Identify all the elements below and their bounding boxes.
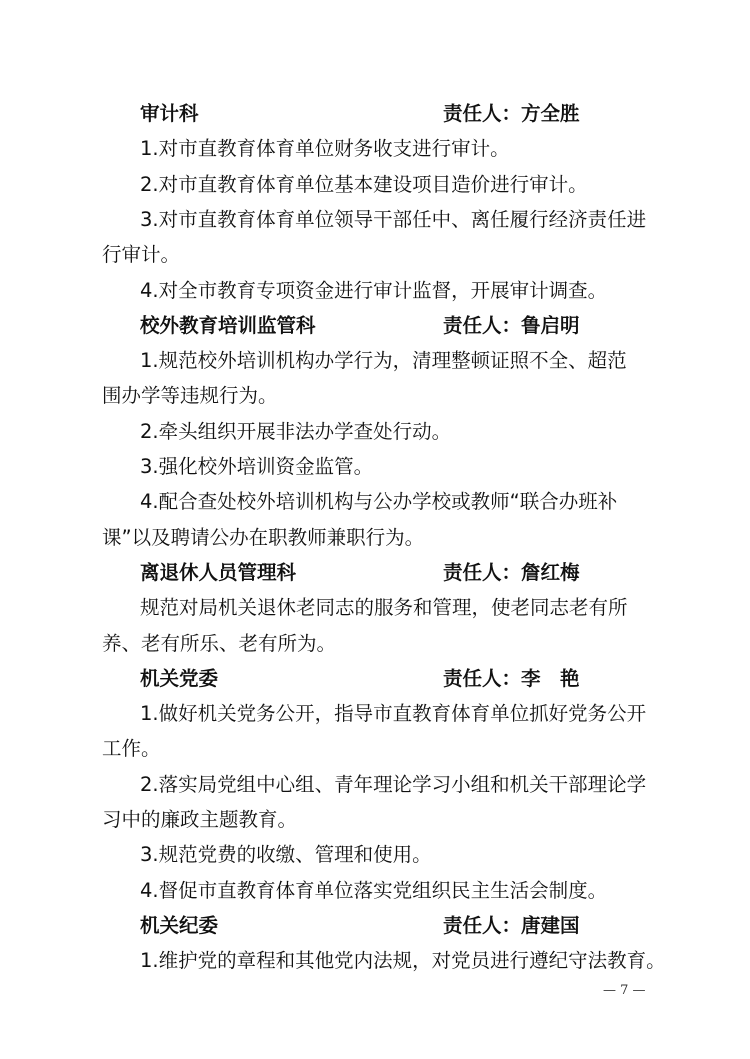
responsible-person: 责任人：詹红梅 [443, 560, 580, 584]
duty-text-line: 习中的廉政主题教育。 [102, 808, 298, 831]
department-name: 机关党委 [140, 666, 219, 690]
duty-text-line: 规范对局机关退休老同志的服务和管理，使老同志老有所 [140, 596, 628, 620]
duty-text-line: 课”以及聘请公办在职教师兼职行为。 [102, 525, 425, 549]
department-name: 审计科 [140, 102, 199, 125]
duty-text-line: 围办学等违规行为。 [102, 384, 278, 408]
responsible-person: 责任人：李 艳 [443, 666, 580, 690]
duty-text-line: 1.做好机关党务公开，指导市直教育体育单位抓好党务公开 [140, 702, 647, 726]
duty-text-line: 行审计。 [102, 243, 181, 267]
duty-text-line: 2.落实局党组中心组、青年理论学习小组和机关干部理论学 [140, 772, 647, 796]
duty-text-line: 2.对市直教育体育单位基本建设项目造价进行审计。 [140, 172, 588, 196]
page-number: — 7 — [603, 983, 646, 998]
duty-text-line: 2.牵头组织开展非法办学查处行动。 [140, 419, 452, 443]
duty-text-line: 1.对市直教育体育单位财务收支进行审计。 [140, 137, 510, 161]
department-name: 机关纪委 [140, 913, 219, 937]
duty-text-line: 3.对市直教育体育单位领导干部任中、离任履行经济责任进 [140, 207, 647, 231]
duty-text-line: 4.配合查处校外培训机构与公办学校或教师“联合办班补 [140, 490, 618, 514]
duty-text-line: 4.督促市直教育体育单位落实党组织民主生活会制度。 [140, 878, 608, 902]
duty-text-line: 3.规范党费的收缴、管理和使用。 [140, 843, 432, 867]
duty-text-line: 3.强化校外培训资金监管。 [140, 455, 374, 478]
duty-text-line: 养、老有所乐、老有所为。 [102, 631, 337, 655]
responsible-person: 责任人：方全胜 [443, 102, 580, 125]
duty-text-line: 4.对全市教育专项资金进行审计监督，开展审计调查。 [140, 278, 608, 302]
department-name: 离退休人员管理科 [140, 560, 297, 584]
department-name: 校外教育培训监管科 [140, 313, 316, 337]
responsible-person: 责任人：鲁启明 [443, 313, 580, 337]
duty-text-line: 工作。 [102, 737, 161, 761]
duty-text-line: 1.规范校外培训机构办学行为，清理整顿证照不全、超范 [140, 349, 627, 373]
responsible-person: 责任人：唐建国 [443, 913, 580, 937]
duty-text-line: 1.维护党的章程和其他党内法规，对党员进行遵纪守法教育。 [140, 949, 666, 973]
